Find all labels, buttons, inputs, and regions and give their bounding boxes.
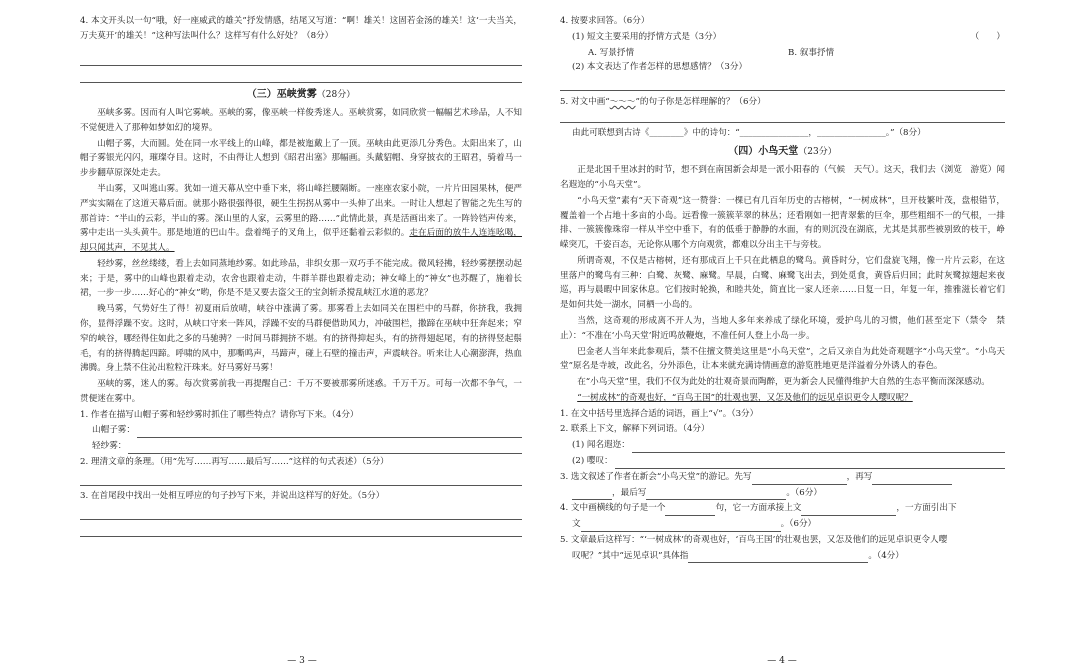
answer-blank[interactable]: [128, 442, 522, 454]
question-4: 4. 按要求回答。（6分）: [560, 16, 650, 26]
question-1: 1. 作者在描写山帽子雾和轻纱雾时抓住了哪些特点？请你写下来。（4分）: [80, 409, 359, 420]
passage-paragraph: 巴金老人当年来此参观后，禁不住擅文赞美这里是“小鸟天堂”，之后又亲自为此处奇观题字“小鸟天堂”。“小鸟天堂”原名是寺坡，改此名，分外添色，让本来就充满诗情画意的游览胜地更是洋溢着分外诱人的春色。: [560, 346, 1005, 372]
question-5-line2: 由此可联想到古诗《________》中的诗句：“________________，________________。”（8分）: [572, 127, 926, 138]
answer-line[interactable]: [80, 69, 522, 83]
question-2: 2. 联系上下文，解释下列词语。（4分）: [560, 424, 710, 435]
answer-line[interactable]: [560, 109, 1005, 123]
passage-paragraph: 当然，这奇观的形成离不开人为，当地人多年来养成了绿化环境，爱护鸟儿的习惯，他们甚至定下（禁令 禁止）：“不准在‘小鸟天堂’附近鸣放鞭炮，不准任何人登上小岛一步。: [560, 315, 1005, 341]
passage-paragraph: “小鸟天堂”素有“天下奇观”这一赞誉：一棵已有几百年历史的古榕树，“一树成林”，旦开枝繁叶茂，盘根错节，覆盖着一个占地十多亩的小岛。远看像一簇簇苹翠的林丛；还看刚如一把青翠紫的巨伞，那些粗细不一的气根，一排排、一簇簇像珠帘一样从半空中垂下，有的低垂于静静的水面，有的则沉没在湖底，尤其是其那些被别致的枝干，峥嵘突兀，千姿百态，无论你从哪个方向观赏，都难以分出主干与旁枝。: [560, 195, 1005, 251]
passage-paragraph: 在“小鸟天堂”里，我们不仅为此处的壮观奇景而陶醉，更为新会人民懂得维护大自然的生态平衡而深深感动。: [577, 377, 990, 388]
wavy-mark: ～～～: [609, 97, 636, 108]
passage-paragraph: 山帽子雾，大而圆。处在同一水平线上的山峰，都是被迤戴上了一顶。巫峡由此更添几分秀色。太阳出来了，山帽子雾银光闪闪，璀璨夺目。这时，不由得让人想到《昭君出塞》那幅画。头戴貂帽、身穿披衣的王昭君，骑着马一步步翻草原深处走去。: [80, 138, 522, 179]
answer-blank[interactable]: [581, 522, 781, 532]
answer-blank[interactable]: [572, 490, 612, 500]
option-b[interactable]: B. 叙事抒情: [788, 47, 835, 58]
section-title: [80, 86, 522, 103]
answer-label: 轻纱雾：: [92, 441, 127, 452]
question-3: 3. 在首尾段中找出一处相互呼应的句子抄写下来，并说出这样写的好处。（5分）: [80, 490, 385, 501]
question-text: ，再写: [846, 471, 873, 482]
question-4b-line2: [560, 517, 1005, 532]
section-title: [560, 143, 1005, 160]
answer-line[interactable]: [80, 472, 522, 486]
question-5: [560, 95, 1005, 110]
answer-blank[interactable]: [688, 553, 868, 563]
question-text: ”的句子你是怎样理解的？（6分）: [635, 97, 766, 108]
answer-line[interactable]: [80, 523, 522, 537]
question-4b: [560, 501, 1005, 516]
right-page: [560, 14, 1005, 564]
question-3-line2: [560, 486, 1005, 501]
page-number: — 3 —: [287, 656, 317, 666]
answer-blank[interactable]: [665, 506, 715, 516]
answer-line[interactable]: [80, 506, 522, 520]
question-text: 5. 对文中画“: [560, 97, 610, 108]
passage-paragraph: 晚马雾，气势好生了得！初夏雨后放晴，峡谷中涨满了雾。那雾看上去如同关在围栏中的马群，你挤我，我拥你，显得浮躁不安。这时，从峡口守来一阵风，浮躁不安的马群便借助风力，冲破围栏，撒蹄在巫峡中狂奔起来；窄窄的峡谷，哪经得住如此之多的马驰骋？一时间马群拥挤不堪。有的挤得抑起头，有的挤得翅起尾，有的挤得竖起鬃毛，有的挤得腾起四蹄。呼啸的风中，那嘶鸣声，马蹄声，碰上石壁的撞击声，声震峡谷。听来让人心潮澎湃，热血沸腾。身上禁不住沁出粒粒汗珠来。好马雾好马雾！: [80, 304, 522, 374]
answer-blank[interactable]: [872, 475, 952, 485]
question-text: 句，它一方面承接上文: [715, 503, 802, 514]
question-1: 1. 在文中括号里选择合适的词语，画上“√”。（3分）: [560, 408, 759, 419]
question-text: 。（6分）: [786, 487, 822, 498]
question-4: 4. 本文开头以一句“哦，好一座威武的雄关”抒发情感，结尾又写道：“啊！雄关！这固若金汤的雄关！这‘一夫当关，万夫莫开’的雄关！”这种写法叫什么？这样写有什么好处？（8分）: [80, 16, 522, 41]
answer-line[interactable]: [560, 77, 1005, 91]
question-4-sub2: (2) 本文表达了作者怎样的思想感情？（3分）: [572, 62, 748, 73]
question-5b-line2: [560, 549, 1005, 564]
passage-paragraph: 所谓奇观，不仅是古榕树，还有那成百上千只在此栖息的鹭鸟。黄昏时分，它们盘旋飞翔，像一片片云彩，在这里落户的鹭鸟有三种：白鹭、灰鹭、麻鹭。早晨，白鹭、麻鹭飞出去，到处觅食，黄昏后归回；此时灰鹭掠翅起来夜巡，再与晨暇中回家休息。它们按时轮换，和睦共处，简直比一家人还亲……日复一日，年复一年，推雅滋长着它们是如何共处一湖水，同栖一小岛的。: [560, 255, 1005, 311]
answer-row[interactable]: [560, 438, 1005, 453]
answer-blank[interactable]: [615, 457, 1005, 469]
section-title-text: （三）巫峡赏雾: [246, 88, 317, 100]
sub-question-text: (1) 短文主要采用的抒情方式是（3分）: [572, 31, 722, 42]
options: [560, 46, 1005, 61]
question-text: ，一方面引出下: [896, 503, 957, 514]
question-5b: 5. 文章最后这样写：“‘一树成林’的奇观也好，‘百鸟王国’的壮观也罢，又怎及他们的远见卓识更令人嘤: [560, 534, 948, 545]
question-text: 3. 选文叙述了作者在新会“小鸟天堂”的游记。先写: [560, 471, 752, 482]
question-text: 。（4分）: [868, 550, 904, 561]
passage-paragraph: 正是北国千里冰封的时节，想不到在南国新会却是一派小阳春的（气候 天气）。这天，我们去（浏览 游览）闻名遐迩的“小鸟天堂”。: [560, 165, 1005, 190]
question-3: [560, 470, 1005, 485]
section-score: （23分）: [798, 146, 837, 157]
underlined-sentence: “一树成林”的奇观也好，“百鸟王国”的壮观也罢，又怎及他们的远见卓识更令人嘤叹呢？: [577, 392, 913, 403]
answer-row[interactable]: [80, 423, 522, 438]
section-score: （28分）: [316, 89, 356, 100]
section-title-text: （四）小鸟天堂: [728, 145, 799, 157]
page-number: — 4 —: [767, 656, 797, 666]
question-2: 2. 理清文章的条理。（用“先写……再写……最后写……”这样的句式表述）（5分）: [80, 457, 389, 467]
passage-paragraph: 巫峡多雾。因而有人叫它雾峡。巫峡的雾，像巫峡一样俊秀迷人。巫峡赏雾，如同欣赏一幅幅艺术珍品，人不知不觉便进入了那种如梦如幻的境界。: [80, 108, 522, 133]
passage-paragraph: 巫峡的雾，迷人的雾。每次赏雾前我一再提醒自己：千万不要被那雾所迷惑。千万千万。可每一次都不争气，一贯便迷在雾中。: [80, 379, 522, 404]
answer-line[interactable]: [80, 52, 522, 66]
passage-paragraph: [80, 182, 522, 256]
question-text: 4. 文中画横线的句子是一个: [560, 503, 666, 514]
option-a[interactable]: A. 写景抒情: [588, 47, 635, 58]
answer-label: (2) 嘤叹：: [572, 456, 613, 466]
answer-row[interactable]: [80, 439, 522, 454]
answer-paren[interactable]: （ ）: [970, 31, 1005, 42]
answer-label: (1) 闻名遐迩：: [572, 440, 630, 451]
passage-paragraph: [560, 391, 1005, 406]
question-text: 文: [572, 519, 581, 530]
passage-text: 半山雾，又叫逃山雾。犹如一道天幕从空中垂下来，将山峰拦腰隔断。一座座农家小院，一片片田园果林，便严严实实隔在了这道天幕后面。就那小路很强得很，硬生生拐拐从雾中一头伸了出来。一时让人想起了智能之先生写的那首诗：“半山的云彩，半山的雾。深山里的人家，云雾里的路……”此情此景，真是活画出来了。一阵铃铛声传来，雾中走出一头头黄牛。那是地道的巴山牛。盘着绳子的叉角上，似乎还黏着云彩似的。: [80, 183, 522, 239]
passage-paragraph: 轻纱雾，丝丝缕缕，看上去如同蒸地纱雾。如此珍品，非织女那一双巧手不能完成。微风轻拂，轻纱雾摆摆动起来；于是，雾中的山峰也跟着走动，农舍也跟着走动，牛群羊群也跟着走动；神女峰上的“神女”也苏醒了，施着长裙，一步一步……好心的“神女”哟，你是不是又要去盗父王的宝剑斩杀搅乱峡江水道的恶龙？: [80, 258, 522, 299]
question-text: ，最后写: [612, 487, 647, 498]
answer-blank[interactable]: [646, 490, 786, 500]
left-page: [80, 14, 522, 540]
answer-blank[interactable]: [137, 426, 522, 438]
answer-label: 山帽子雾：: [92, 425, 135, 436]
question-4-sub1: [560, 30, 1005, 45]
answer-row[interactable]: [560, 454, 1005, 469]
answer-blank[interactable]: [801, 506, 896, 516]
underlined-sentence: 走在后面的放牛人连连吆喝，却只闻其声，不见其人。: [80, 228, 522, 254]
answer-blank[interactable]: [752, 475, 847, 485]
answer-blank[interactable]: [632, 441, 1005, 453]
question-text: 。（6分）: [780, 519, 817, 530]
question-text: 叹呢？”其中“远见卓识”具体指: [572, 550, 689, 561]
